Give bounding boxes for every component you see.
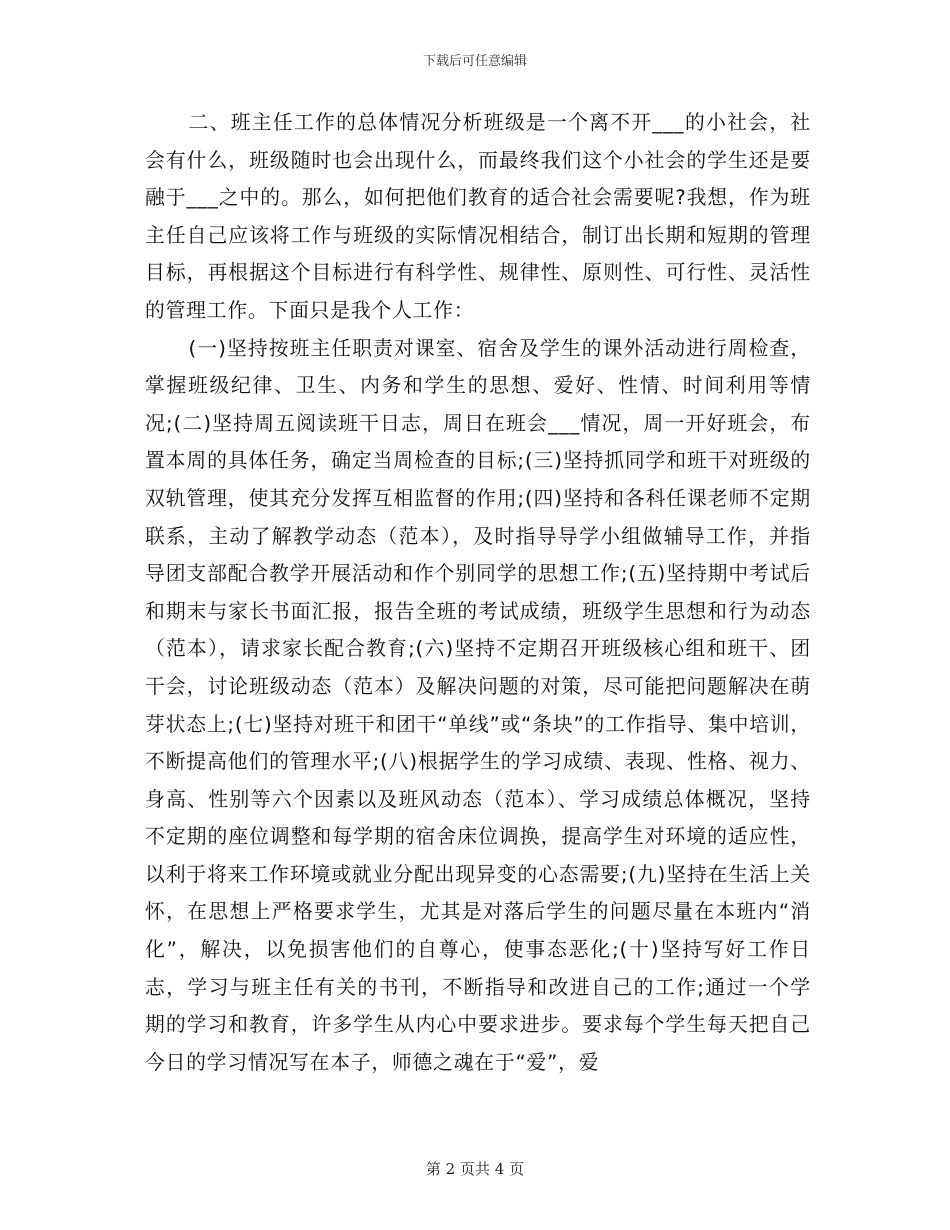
page-number: 第 2 页共 4 页 [425, 1160, 525, 1178]
paragraph-overview: 二、班主任工作的总体情况分析班级是一个离不开___的小社会，社会有什么，班级随时也会出现什么，而最终我们这个小社会的学生还是要融于___之中的。那么，如何把他们教育的适合社会需要呢?我想，作为班主任自己应该将工作与班级的实际情况相结合，制订出长期和短期的管理目标，再根据这个目标进行有科学性、规律性、原则性、可行性、灵活性的管理工作。下面只是我个人工作： [145, 111, 811, 322]
paragraph-work-items: (一)坚持按班主任职责对课室、宿舍及学生的课外活动进行周检查，掌握班级纪律、卫生、内务和学生的思想、爱好、性情、时间利用等情况;(二)坚持周五阅读班干日志，周日在班会___情况，周一开好班会，布置本周的具体任务，确定当周检查的目标;(三)坚持抓同学和班干对班级的双轨管理，使其充分发挥互相监督的作用;(四)坚持和各科任课老师不定期联系，主动了解教学动态（范本），及时指导导学小组做辅导工作，并指导团支部配合教学开展活动和作个别同学的思想工作;(五)坚持期中考试后和期末与家长书面汇报，报告全班的考试成绩，班级学生思想和行为动态（范本），请求家长配合教育;(六)坚持不定期召开班级核心组和班干、团干会，讨论班级动态（范本）及解决问题的对策，尽可能把问题解决在萌芽状态上;(七)坚持对班干和团干“单线”或“条块”的工作指导、集中培训，不断提高他们的管理水平;(八)根据学生的学习成绩、表现、性格、视力、身高、性别等六个因素以及班风动态（范本）、学习成绩总体概况，坚持不定期的座位调整和每学期的宿舍床位调换，提高学生对环境的适应性，以利于将来工作环境或就业分配出现异变的心态需要;(九)坚持在生活上关怀，在思想上严格要求学生，尤其是对落后学生的问题尽量在本班内“消化”，解决，以免损害他们的自尊心，使事态恶化;(十)坚持写好工作日志，学习与班主任有关的书刊，不断指导和改进自己的工作;通过一个学期的学习和教育，许多学生从内心中要求进步。要求每个学生每天把自己今日的学习情况写在本子，师德之魂在于“爱”，爱 [145, 336, 811, 1074]
document-body [145, 104, 811, 1081]
page-header: 下载后可任意编辑 [422, 54, 527, 69]
